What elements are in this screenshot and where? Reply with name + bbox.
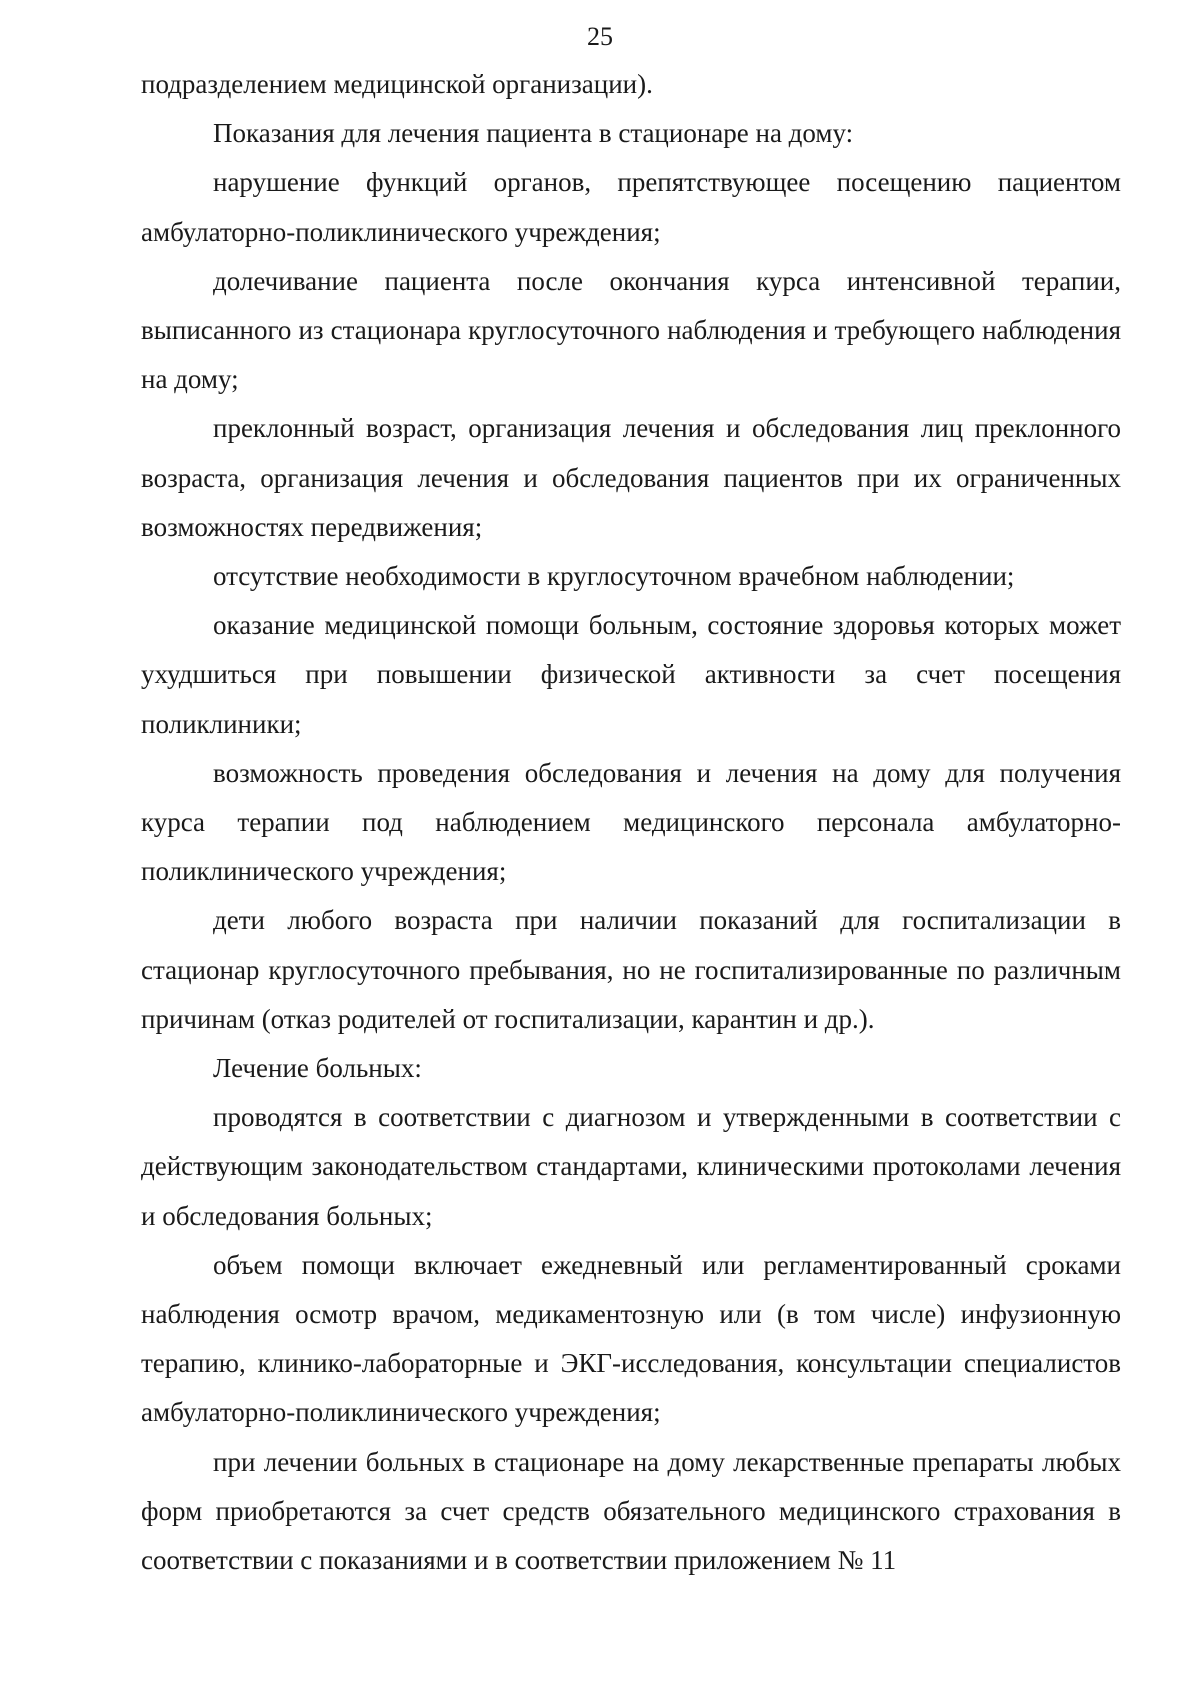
paragraph-treatment-medication: при лечении больных в стационаре на дому лекарственные препараты любых форм приобретаются за счет средств обязательного медицинского страхования в соответствии с показаниями и в соответствии приложением № 11 — [141, 1446, 1121, 1576]
paragraph-indication-children: дети любого возраста при наличии показаний для госпитализации в стационар круглосуточного пребывания, но не госпитализированные по различным причинам (отказ родителей от госпитализации, карантин и др.). — [141, 905, 1121, 1034]
paragraph-indication-activity-risk: оказание медицинской помощи больным, состояние здоровья которых может ухудшиться при повышении физической активности за счет посещения поликлиники; — [141, 610, 1121, 739]
page-number: 25 — [587, 22, 613, 51]
paragraph-indications-heading: Показания для лечения пациента в стационаре на дому: — [213, 118, 854, 149]
paragraph-indication-organ-dysfunction: нарушение функций органов, препятствующее посещению пациентом амбулаторно-поликлинического учреждения; — [141, 167, 1121, 247]
paragraph-indication-no-24h-observation: отсутствие необходимости в круглосуточном врачебном наблюдении; — [213, 561, 1015, 592]
document-body — [141, 60, 1121, 1585]
paragraph-treatment-scope: объем помощи включает ежедневный или регламентированный сроками наблюдения осмотр врачом, медикаментозную или (в том числе) инфузионную терапию, клинико-лабораторные и ЭКГ-исследования, консультации специалистов амбулаторно-поликлинического учреждения; — [141, 1249, 1121, 1428]
paragraph-indication-aftercare: долечивание пациента после окончания курса интенсивной терапии, выписанного из стационара круглосуточного наблюдения и требующего наблюдения на дому; — [141, 265, 1121, 395]
paragraph-indication-home-treatment: возможность проведения обследования и лечения на дому для получения курса терапии под наблюдением медицинского персонала амбулаторно-поликлинического учреждения; — [141, 757, 1121, 887]
paragraph-continuation: подразделением медицинской организации). — [141, 69, 653, 99]
paragraph-indication-elderly: преклонный возраст, организация лечения и обследования лиц преклонного возраста, организация лечения и обследования пациентов при их ограниченных возможностях передвижения; — [141, 413, 1121, 542]
paragraph-treatment-heading: Лечение больных: — [213, 1053, 422, 1084]
paragraph-treatment-standards: проводятся в соответствии с диагнозом и утвержденными в соответствии с действующим законодательством стандартами, клиническими протоколами лечения и обследования больных; — [141, 1102, 1121, 1231]
